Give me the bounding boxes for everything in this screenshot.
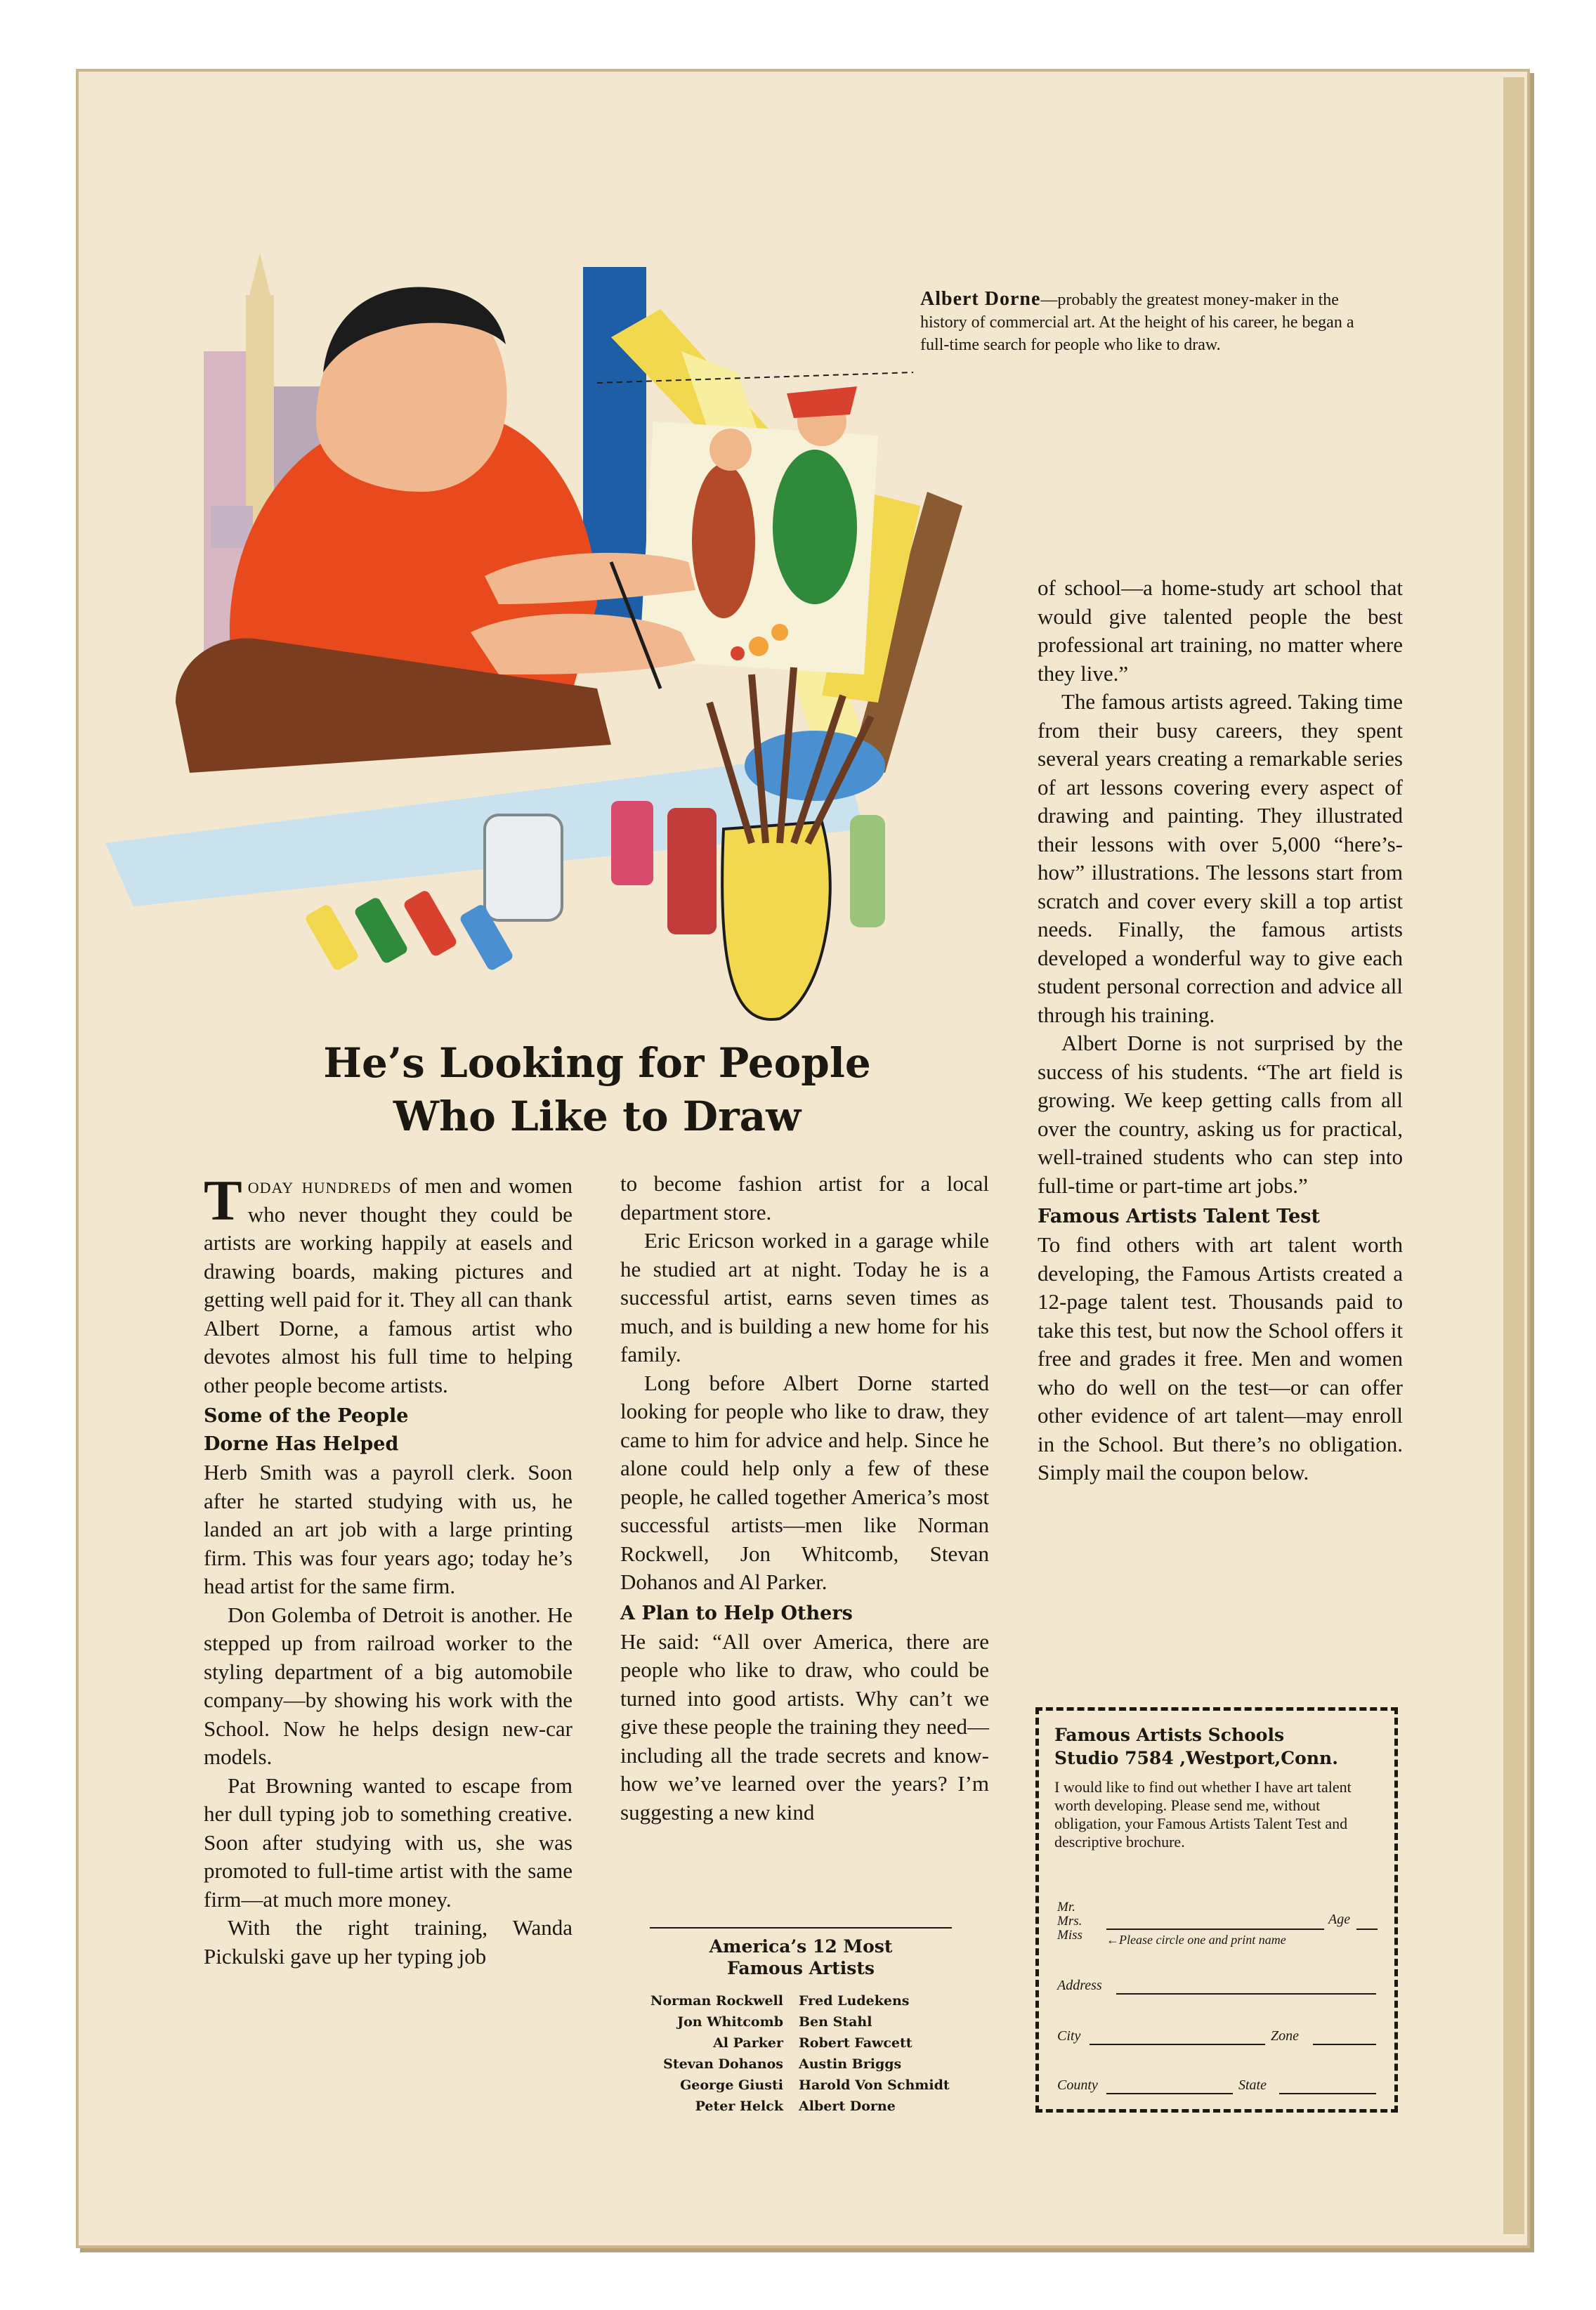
article-column-1 bbox=[204, 1168, 573, 1971]
circle-note-text: Please circle one and print name bbox=[1119, 1933, 1286, 1947]
title-options[interactable] bbox=[1057, 1900, 1082, 1943]
mail-coupon[interactable] bbox=[1035, 1707, 1398, 2113]
city-label: City bbox=[1057, 2028, 1081, 2044]
paragraph: Eric Ericson worked in a garage while he studied art at night. Today he is a successful artist, earns seven times as much, and is building a new home for his family. bbox=[620, 1228, 989, 1366]
subheading: Famous Artists Talent Test bbox=[1038, 1206, 1320, 1227]
name-field[interactable] bbox=[1106, 1929, 1324, 1930]
option-mrs[interactable]: Mrs. bbox=[1057, 1914, 1082, 1929]
artist-row bbox=[611, 2096, 990, 2117]
coupon-heading-line: Famous Artists Schools bbox=[1054, 1725, 1285, 1745]
famous-title-line: America’s 12 Most bbox=[709, 1936, 893, 1957]
county-field[interactable] bbox=[1106, 2093, 1233, 2094]
artist-name: Stevan Dohanos bbox=[663, 2056, 783, 2072]
paragraph: To find others with art talent worth developing, the Famous Artists created a 12-page talent test. Thousands paid to take this test, but now the School offers it free and grades it free. Men and women who do well on the test—or can offer other evidence of art talent—may enroll in the School. But there’s no obligation. Simply mail the coupon below. bbox=[1038, 1232, 1403, 1484]
coupon-body: I would like to find out whether I have art talent worth developing. Please send me, without obligation, your Famous Artists Talent Test and descriptive brochure. bbox=[1054, 1778, 1352, 1851]
artist-name: Robert Fawcett bbox=[799, 2035, 913, 2051]
artist-name: Ben Stahl bbox=[799, 2014, 872, 2030]
caption-text: —probably the greatest money-maker in the history of commercial art. At the height of his career, he began a full-time search for people who like to draw. bbox=[920, 291, 1354, 354]
address-field[interactable] bbox=[1116, 1993, 1376, 1995]
artist-name: Albert Dorne bbox=[799, 2099, 896, 2114]
coupon-heading bbox=[1054, 1723, 1379, 1770]
divider bbox=[650, 1927, 952, 1929]
artist-name: Norman Rockwell bbox=[650, 1993, 783, 2009]
lead-smallcaps: oday hundreds bbox=[247, 1173, 392, 1198]
paragraph: of school—a home-study art school that would give talented people the best professional art training, no matter where they live.” bbox=[1038, 575, 1403, 686]
artist-row bbox=[611, 1990, 990, 2011]
artist-name: Peter Helck bbox=[695, 2099, 783, 2114]
age-label: Age bbox=[1328, 1912, 1351, 1927]
paragraph: He said: “All over America, there are people who like to draw, who could be turned into good artists. Why can’t we give these people the training they need—including all the trade secrets and know-how we’ve learned over the years? I’m suggesting a new kind bbox=[620, 1629, 989, 1825]
paragraph: Herb Smith was a payroll clerk. Soon after he started studying with us, he landed an art job with a large printing firm. This was four years ago; today he’s head artist for the same firm. bbox=[204, 1460, 573, 1598]
paragraph: The famous artists agreed. Taking time from their busy careers, they spent several years creating a remarkable series of art lessons covering every aspect of drawing and painting. They illustrated their lessons with over 5,000 “here’s-how” illustrations. The lessons start from scratch and cover every skill a top artist needs. Finally, the famous artists developed a wonderful way to give each student personal correction and advice all through his training. bbox=[1038, 689, 1403, 1027]
artist-name: Fred Ludekens bbox=[799, 1993, 910, 2009]
famous-artists-title bbox=[618, 1936, 983, 1979]
artist-row bbox=[611, 2011, 990, 2032]
zone-label: Zone bbox=[1271, 2028, 1299, 2044]
artist-name: Harold Von Schmidt bbox=[799, 2077, 950, 2093]
artist-name: George Giusti bbox=[680, 2077, 783, 2093]
address-label: Address bbox=[1057, 1978, 1102, 1993]
headline bbox=[253, 1036, 941, 1143]
illustration-artist-painting bbox=[105, 211, 1005, 1054]
age-field[interactable] bbox=[1356, 1929, 1378, 1930]
artist-row bbox=[611, 2075, 990, 2096]
subheading bbox=[204, 1402, 573, 1459]
page-edge bbox=[1503, 77, 1524, 2234]
paragraph: to become fashion artist for a local department store. bbox=[620, 1171, 989, 1225]
paragraph: Pat Browning wanted to escape from her dull typing job to something creative. Soon after studying with us, she was promoted to full-time artist with the same firm—at much more money. bbox=[204, 1773, 573, 1912]
headline-line-1: He’s Looking for People bbox=[323, 1039, 871, 1087]
subheading-line: Some of the People bbox=[204, 1405, 409, 1427]
paragraph: Don Golemba of Detroit is another. He stepped up from railroad worker to the styling department of a big automobile company—by showing his work with the School. Now he helps design new-car models. bbox=[204, 1602, 573, 1769]
state-label: State bbox=[1238, 2077, 1267, 2093]
paragraph: Albert Dorne is not surprised by the success of his students. “The art field is growing. We keep getting calls from all over the country, asking us for practical, well-trained students who can step into full-time or part-time art jobs.” bbox=[1038, 1031, 1403, 1198]
county-label: County bbox=[1057, 2077, 1098, 2093]
famous-artists-list bbox=[611, 1990, 990, 2117]
artist-row bbox=[611, 2032, 990, 2054]
city-field[interactable] bbox=[1090, 2044, 1265, 2045]
option-miss[interactable]: Miss bbox=[1057, 1928, 1082, 1943]
paragraph: With the right training, Wanda Pickulski gave up her typing job bbox=[204, 1915, 573, 1969]
option-mr[interactable]: Mr. bbox=[1057, 1900, 1075, 1914]
zone-field[interactable] bbox=[1313, 2044, 1376, 2045]
caption-name: Albert Dorne bbox=[920, 288, 1041, 310]
artist-name: Austin Briggs bbox=[799, 2056, 902, 2072]
article-column-2 bbox=[620, 1170, 989, 1827]
artist-row bbox=[611, 2054, 990, 2075]
article-column-3 bbox=[1038, 574, 1403, 1487]
illustration-caption bbox=[920, 288, 1370, 356]
paragraph-text: of men and women who never thought they could be artists are working happily at easels and drawing boards, making pictures and getting well paid for it. They all can thank Albert Dorne, a famous artist who devotes almost his full time to helping other people become artists. bbox=[204, 1173, 573, 1397]
paragraph: Long before Albert Dorne started looking for people who like to draw, they came to him for advice and help. Since he alone could help only a few of these people, he called together America’s most successful artists—men like Norman Rockwell, Jon Whitcomb, Stevan Dohanos and Al Parker. bbox=[620, 1370, 989, 1594]
subheading-line: Dorne Has Helped bbox=[204, 1433, 399, 1455]
easel-drawing bbox=[611, 309, 962, 773]
headline-line-2: Who Like to Draw bbox=[393, 1092, 802, 1140]
coupon-heading-line: Studio 7584 ,Westport,Conn. bbox=[1054, 1748, 1338, 1768]
drop-cap: T bbox=[204, 1168, 242, 1232]
artist-name: Al Parker bbox=[713, 2035, 783, 2051]
famous-title-line: Famous Artists bbox=[727, 1958, 875, 1978]
paragraph bbox=[204, 1168, 573, 1399]
subheading: A Plan to Help Others bbox=[620, 1602, 853, 1624]
artist-name: Jon Whitcomb bbox=[677, 2014, 783, 2030]
circle-note: ←Please circle one and print name bbox=[1106, 1933, 1286, 1947]
state-field[interactable] bbox=[1279, 2093, 1376, 2094]
